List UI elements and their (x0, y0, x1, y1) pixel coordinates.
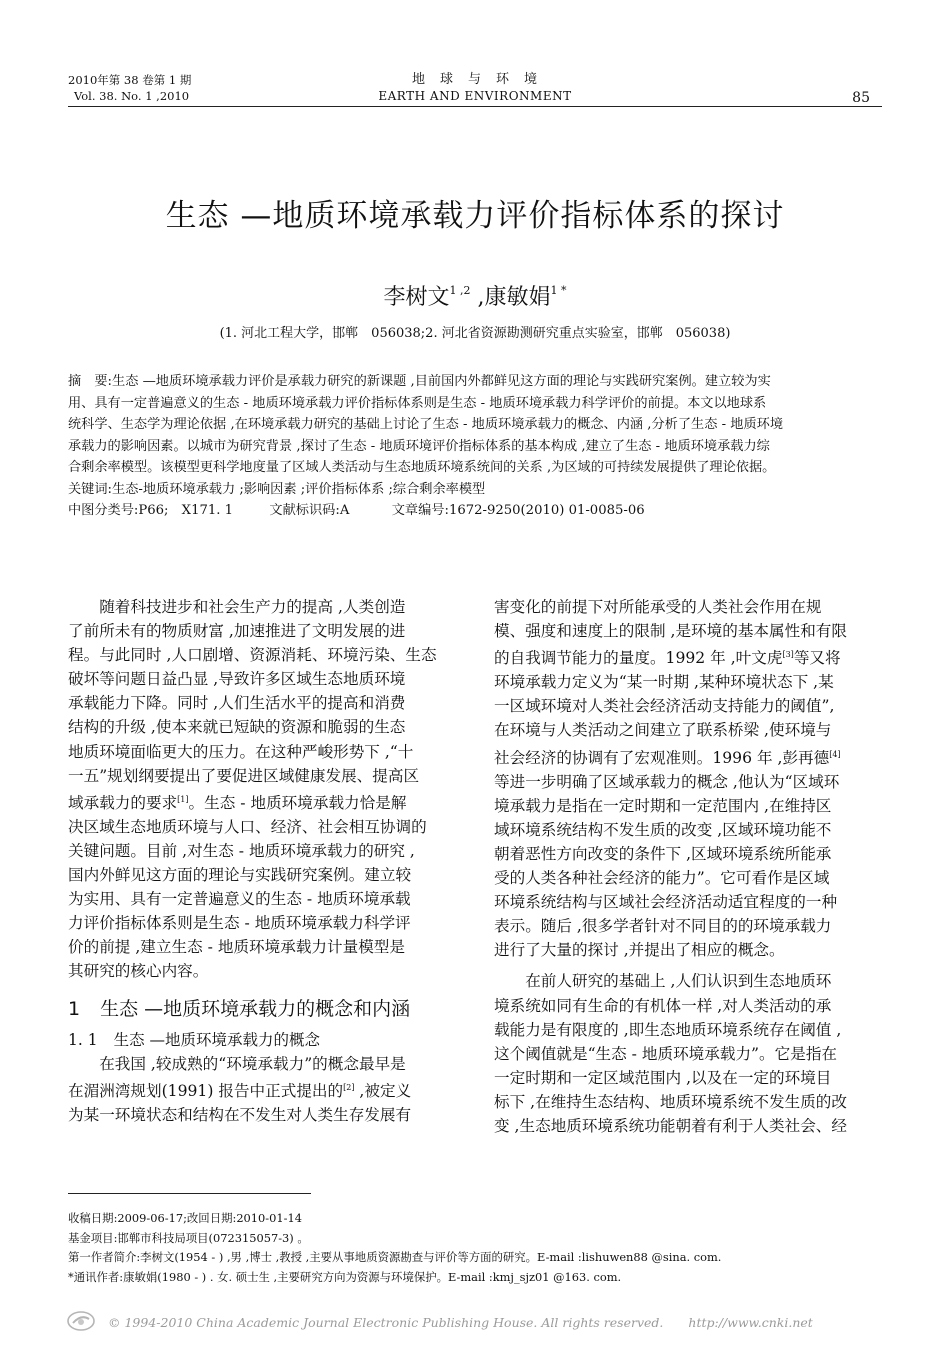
author-1: 李树文 (383, 285, 450, 310)
journal-en: EARTH AND ENVIRONMENT (378, 89, 572, 103)
para-line: 随着科技进步和社会生产力的提高 ,人类创造 (99, 598, 406, 616)
para-line: 的自我调节能力的量度。1992 年 ,叶文虎[3]等又将 (494, 649, 841, 668)
para-line: 一五”规划纲要提出了要促进区域健康发展、提高区 (68, 766, 420, 785)
abstract-label: 摘 要: (68, 374, 113, 389)
footnote-rule (68, 1193, 311, 1194)
para-line: 这个阈值就是“生态 - 地质环境承载力”。它是指在 (494, 1044, 838, 1063)
para-line: 了前所未有的物质财富 ,加速推进了文明发展的进 (68, 622, 406, 641)
para-line: 价的前提 ,建立生态 - 地质环境承载力计量模型是 (68, 938, 405, 957)
para-line: 地质环境面临更大的压力。在这种严峻形势下 ,“十 (68, 742, 414, 761)
citation-3: [3] (782, 650, 794, 660)
subsection-heading-1-1: 1. 1 生态 —地质环境承载力的概念 (68, 1030, 321, 1049)
para-line: 决区域生态地质环境与人口、经济、社会相互协调的 (68, 817, 427, 836)
abstract-line-2: 用、具有一定普遍意义的生态 - 地质环境承载力评价指标体系则是生态 - 地质环境承载力科学评价的前提。本文以地球系 (68, 395, 767, 411)
para-line: 受的人类各种社会经济的能力”。它可看作是区域 (494, 869, 830, 888)
classification-line: 中图分类号:P66; X171. 1 文献标识码:A 文章编号:1672-9250(2010) 01-0085-06 (68, 503, 645, 518)
para-line: 标下 ,在维持生态结构、地质环境系统不发生质的改 (494, 1092, 847, 1111)
para-line: 变 ,生态地质环境系统功能朝着有利于人类社会、经 (494, 1116, 847, 1135)
para-line: 载能力是有限度的 ,即生态地质环境系统存在阈值 , (494, 1020, 842, 1039)
para-line: 环境承载力定义为“某一时期 ,某种环境状态下 ,某 (494, 673, 834, 692)
cnki-logo-icon (66, 1310, 96, 1336)
para-line: 害变化的前提下对所能承受的人类社会作用在规 (494, 598, 822, 616)
footnote-fund: 基金项目:邯郸市科技局项目(072315057-3) 。 (68, 1230, 309, 1245)
copyright-notice: © 1994-2010 China Academic Journal Electronic Publishing House. All rights reserved. http://www.cnki.net (108, 1315, 813, 1330)
author-1-affil: 1 ,2 (449, 284, 471, 297)
abstract (68, 371, 882, 522)
issue-cn: 2010年第 38 卷第 1 期 (68, 73, 192, 87)
clc-code: P66; X171. 1 (138, 503, 234, 518)
journal-cn: 地 球 与 环 境 (411, 72, 538, 87)
doc-code: A (339, 503, 350, 518)
para-line: 模、强度和速度上的限制 ,是环境的基本属性和有限 (494, 622, 847, 641)
para-line: 境系统如同有生命的有机体一样 ,对人类活动的承 (494, 996, 832, 1015)
para-line: 朝着恶性方向改变的条件下 ,区域环境系统所能承 (494, 844, 832, 863)
para-line: 一区域环境对人类社会经济活动支持能力的阈值”, (494, 697, 835, 716)
header-rule (68, 106, 882, 107)
left-column (68, 595, 458, 1127)
abstract-line-3: 统科学、生态学为理论依据 ,在环境承载力研究的基础上讨论了生态 - 地质环境承载力的概念、内涵 ,分析了生态 - 地质环境 (68, 417, 784, 432)
para-line: 破坏等问题日益凸显 ,导致许多区域生态地质环境 (68, 670, 406, 689)
affiliation: (1. 河北工程大学，邯郸 056038;2. 河北省资源勘测研究重点实验室，邯郸 056038) (219, 326, 731, 341)
para-line: 在环境与人类活动之间建立了联系桥梁 ,使环境与 (494, 721, 832, 740)
header-issue (68, 72, 191, 104)
para-line: 等进一步明确了区域承载力的概念 ,他认为“区域环 (494, 772, 840, 791)
para-line: 域环境系统结构不发生质的改变 ,区域环境功能不 (494, 820, 832, 839)
authors (0, 280, 950, 311)
section-heading-1: 1 生态 —地质环境承载力的概念和内涵 (68, 997, 411, 1020)
abstract-line-4: 承载力的影响因素。以城市为研究背景 ,探讨了生态 - 地质环境评价指标体系的基本构成 ,建立了生态 - 地质环境承载力综 (68, 438, 770, 454)
para-line: 境承载力是指在一定时期和一定范围内 ,在维持区 (494, 796, 832, 815)
footnotes (68, 1209, 888, 1287)
citation-1: [1] (177, 794, 189, 804)
citation-2: [2] (343, 1082, 355, 1092)
author-sep: , (470, 285, 485, 310)
para-line: 域承载力的要求[1]。生态 - 地质环境承载力恰是解 (68, 793, 407, 812)
para-line: 在湄洲湾规划(1991) 报告中正式提出的[2] ,被定义 (68, 1081, 412, 1100)
para-line: 承载能力下降。同时 ,人们生活水平的提高和消费 (68, 694, 406, 713)
para-line: 其研究的核心内容。 (68, 962, 209, 981)
para-line: 力评价指标体系则是生态 - 地质环境承载力科学评 (68, 914, 411, 933)
footnote-corresponding: *通讯作者:康敏娟(1980 - ) . 女. 硕士生 ,主要研究方向为资源与环境保护。E-mail :kmj_sjz01 @163. com. (68, 1269, 622, 1284)
para-line: 国内外鲜见这方面的理论与实践研究案例。建立较 (68, 866, 412, 885)
keywords: 关键词:生态-地质环境承载力 ;影响因素 ;评价指标体系 ;综合剩余率模型 (68, 481, 486, 497)
para-line: 结构的升级 ,使本来就已短缺的资源和脆弱的生态 (68, 718, 406, 737)
abstract-line-5: 合剩余率模型。该模型更科学地度量了区域人类活动与生态地质环境系统间的关系 ,为区域的可持续发展提供了理论依据。 (68, 460, 776, 475)
issue-en: Vol. 38. No. 1 ,2010 (74, 89, 190, 103)
abstract-line-1: 摘 要:生态 —地质环境承载力评价是承载力研究的新课题 ,目前国内外都鲜见这方面的理论与实践研究案例。建立较为实 (68, 374, 771, 389)
para-line: 表示。随后 ,很多学者针对不同目的的环境承载力 (494, 917, 832, 936)
para-line: 进行了大量的探讨 ,并提出了相应的概念。 (494, 941, 785, 960)
para-line: 环境系统结构与区域社会经济活动适宜程度的一种 (494, 893, 838, 912)
para-line: 在前人研究的基础上 ,人们认识到生态地质环 (525, 972, 832, 991)
para-line: 为某一环境状态和结构在不发生对人类生存发展有 (68, 1105, 412, 1124)
para-line: 关键问题。目前 ,对生态 - 地质环境承载力的研究 , (68, 841, 415, 860)
para-line: 社会经济的协调有了宏观准则。1996 年 ,彭再德[4] (494, 748, 841, 767)
para-line: 为实用、具有一定普遍意义的生态 - 地质环境承载 (68, 890, 411, 909)
para-line: 程。与此同时 ,人口剧增、资源消耗、环境污染、生态 (68, 646, 437, 665)
footnote-received: 收稿日期:2009-06-17;改回日期:2010-01-14 (68, 1211, 302, 1225)
citation-4: [4] (829, 749, 841, 759)
article-number: 1672-9250(2010) 01-0085-06 (448, 503, 645, 518)
footnote-first-author: 第一作者简介:李树文(1954 - ) ,男 ,博士 ,教授 ,主要从事地质资源勘查与评价等方面的研究。E-mail :lishuwen88 @sina. com. (68, 1250, 722, 1264)
author-2-affil: 1 * (550, 284, 567, 297)
para-line: 一定时期和一定区域范围内 ,以及在一定的环境目 (494, 1068, 832, 1087)
right-column (494, 595, 884, 1138)
page-number: 85 (852, 90, 870, 106)
paper-title: 生态 —地质环境承载力评价指标体系的探讨 (165, 198, 785, 234)
header-journal (350, 72, 600, 104)
para-line: 在我国 ,较成熟的“环境承载力”的概念最早是 (99, 1054, 406, 1073)
author-2: 康敏娟 (484, 285, 551, 310)
